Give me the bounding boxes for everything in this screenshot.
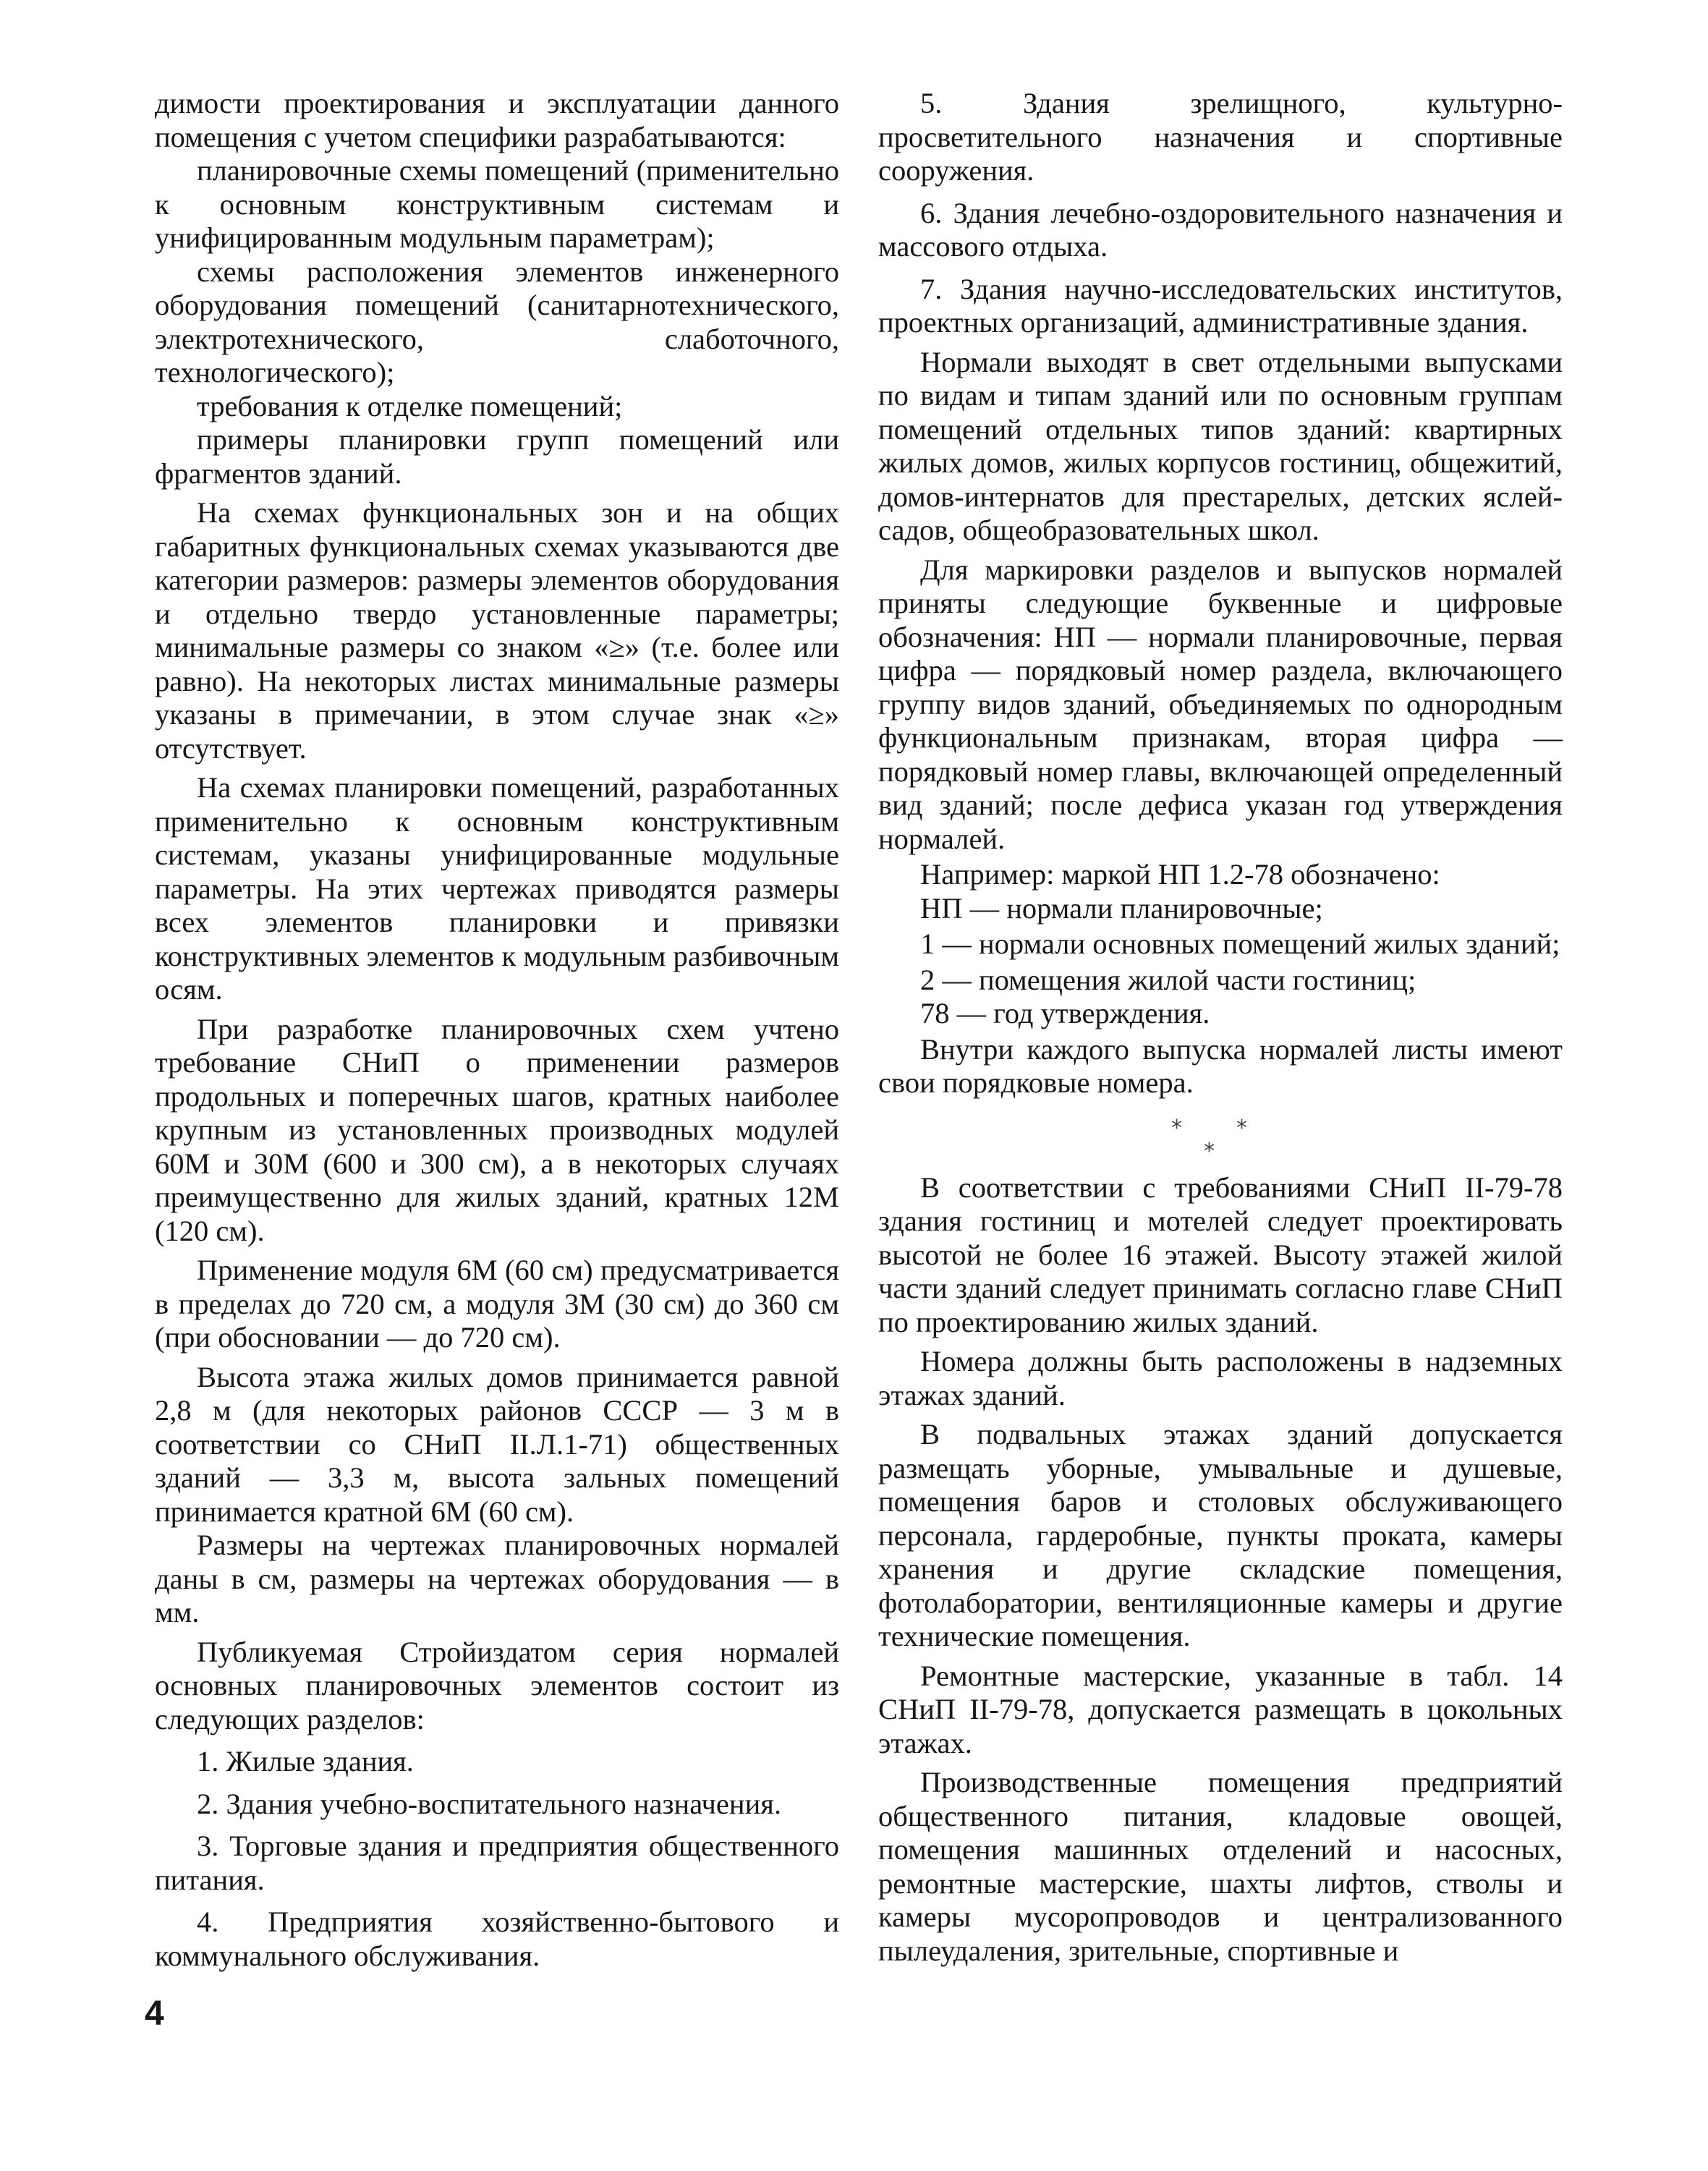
paragraph: При разработке планировочных схем учтено требование СНиП о применении размеров продольных и поперечных шагов, кратных наиболее крупным из установленных производных модулей 60М и 30М (600 и 300 см), а в некоторых случаях преимущественно для жилых зданий, кратных 12М (120 см).: [155, 1012, 839, 1247]
paragraph: схемы расположения элементов инженерного оборудования помещений (санитарнотехнического, электротехнического, слаботочного, технологического);: [155, 255, 839, 388]
left-column: [155, 87, 839, 1973]
list-item: 5. Здания зрелищного, культурно-просветительного назначения и спортивные сооружения.: [878, 87, 1563, 187]
example-line: 2 — помещения жилой части гостиниц;: [920, 963, 1416, 996]
paragraph: Производственные помещения предприятий общественного питания, кладовые овощей, помещения машинных отделений и насосных, ремонтные мастерские, шахты лифтов, стволы и камеры мусоропроводов и централизованного пылеудаления, зрительные, спортивные и: [878, 1766, 1563, 1967]
list-item: 3. Торговые здания и предприятия общественного питания.: [155, 1830, 839, 1896]
paragraph: Нормали выходят в свет отдельными выпусками по видам и типам зданий или по основным группам помещений отдельных типов зданий: квартирных жилых домов, жилых корпусов гостиниц, общежитий, домов-интернатов для престарелых, детских яслей-садов, общеобразовательных школ.: [878, 345, 1563, 546]
list-item: 6. Здания лечебно-оздоровительного назначения и массового отдыха.: [878, 196, 1563, 263]
list-item: 1. Жилые здания.: [197, 1745, 414, 1777]
paragraph: димости проектирования и эксплуатации данного помещения с учетом специфики разрабатываются:: [155, 87, 839, 153]
paragraph: На схемах планировки помещений, разработанных применительно к основным конструктивным системам, указаны унифицированные модульные параметры. На этих чертежах приводятся размеры всех элементов планировки и привязки конструктивных элементов к модульным разбивочным осям.: [155, 771, 839, 1006]
paragraph: В подвальных этажах зданий допускается размещать уборные, умывальные и душевые, помещения баров и столовых обслуживающего персонала, гардеробные, пункты проката, камеры хранения и другие складские помещения, фотолаборатории, вентиляционные камеры и другие технические помещения.: [878, 1418, 1563, 1652]
paragraph: Для маркировки разделов и выпусков нормалей приняты следующие буквенные и цифровые обозначения: НП — нормали планировочные, первая цифра — порядковый номер раздела, включающего группу видов зданий, объединяемых по однородным функциональным признакам, вторая цифра — порядковый номер главы, включающей определенный вид зданий; после дефиса указан год утверждения нормалей.: [878, 553, 1563, 855]
paragraph: Высота этажа жилых домов принимается равной 2,8 м (для некоторых районов СССР — 3 м в соответствии со СНиП II.Л.1-71) общественных зданий — 3,3 м, высота зальных помещений принимается кратной 6М (60 см).: [155, 1360, 839, 1528]
paragraph: Внутри каждого выпуска нормалей листы имеют свои порядковые номера.: [878, 1032, 1563, 1099]
paragraph: Публикуемая Стройиздатом серия нормалей основных планировочных элементов состоит из следующих разделов:: [155, 1635, 839, 1735]
separator-star: *: [1236, 1115, 1247, 1141]
paragraph: Номера должны быть расположены в надземных этажах зданий.: [878, 1345, 1563, 1411]
separator-star: *: [1171, 1115, 1182, 1141]
paragraph: примеры планировки групп помещений или фрагментов зданий.: [155, 423, 839, 490]
paragraph: Размеры на чертежах планировочных нормалей даны в см, размеры на чертежах оборудования — в мм.: [155, 1529, 839, 1628]
separator-star: *: [1204, 1138, 1215, 1164]
example-intro: Например: маркой НП 1.2-78 обозначено:: [920, 858, 1440, 891]
example-line: 1 — нормали основных помещений жилых зданий;: [920, 927, 1560, 960]
list-item: 4. Предприятия хозяйственно-бытового и коммунального обслуживания.: [155, 1906, 839, 1972]
paragraph: В соответствии с требованиями СНиП II-79-78 здания гостиниц и мотелей следует проектировать высотой не более 16 этажей. Высоту этажей жилой части зданий следует принимать согласно главе СНиП по проектированию жилых зданий.: [878, 1171, 1563, 1338]
right-column: [878, 87, 1563, 1968]
paragraph: На схемах функциональных зон и на общих габаритных функциональных схемах указываются две категории размеров: размеры элементов оборудования и отдельно твердо установленные параметры; минимальные размеры со знаком «≥» (т.е. более или равно). На некоторых листах минимальные размеры указаны в примечании, в этом случае знак «≥» отсутствует.: [155, 496, 839, 765]
list-item: 7. Здания научно-исследовательских институтов, проектных организаций, административные здания.: [878, 272, 1563, 339]
section-separator: [878, 1112, 1563, 1163]
example-line: НП — нормали планировочные;: [920, 891, 1323, 925]
paragraph: Ремонтные мастерские, указанные в табл. 14 СНиП II-79-78, допускается размещать в цокольных этажах.: [878, 1659, 1563, 1759]
paragraph: Применение модуля 6М (60 см) предусматривается в пределах до 720 см, а модуля 3М (30 см) до 360 см (при обосновании — до 720 см).: [155, 1254, 839, 1354]
paragraph: требования к отделке помещений;: [197, 389, 623, 422]
list-item: 2. Здания учебно-воспитательного назначения.: [197, 1787, 782, 1820]
page-number: 4: [145, 1994, 164, 2033]
example-line: 78 — год утверждения.: [920, 997, 1210, 1029]
paragraph: планировочные схемы помещений (применительно к основным конструктивным системам и унифицированным модульным параметрам);: [155, 154, 839, 254]
